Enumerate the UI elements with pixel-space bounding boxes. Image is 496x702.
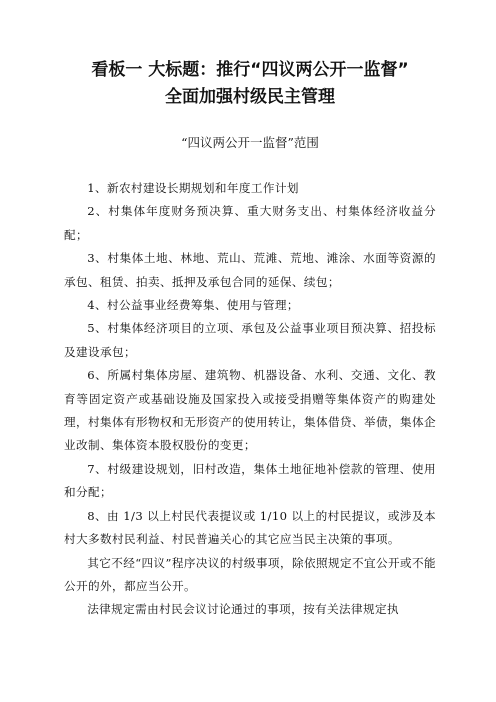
paragraph-other-items: 其它不经“四议”程序决议的村级事项，除依照规定不宜公开或不能公开的外，都应当公开。 [64, 555, 436, 593]
paragraph-item-1: 1、新农村建设长期规划和年度工作计划 [87, 181, 299, 195]
paragraph-item-2: 2、村集体年度财务预决算、重大财务支出、村集体经济收益分配； [64, 204, 436, 242]
body-text [64, 177, 436, 622]
title-line-2: 全面加强村级民主管理 [165, 87, 335, 107]
paragraph-item-4: 4、村公益事业经费筹集、使用与管理； [87, 298, 299, 313]
paragraph-item-5: 5、村集体经济项目的立项、承包及公益事业项目预决算、招投标及建设承包； [64, 321, 436, 359]
paragraph-item-8: 8、由 1/3 以上村民代表提议或 1/10 以上的村民提议，或涉及本村大多数村民利益、村民普遍关心的其它应当民主决策的事项。 [64, 508, 436, 547]
section-heading: “四议两公开一监督”范围 [181, 135, 319, 150]
paragraph-legal-items: 法律规定需由村民会议讨论通过的事项，按有关法律规定执 [87, 602, 400, 617]
paragraph-item-3: 3、村集体土地、林地、荒山、荒滩、荒地、滩涂、水面等资源的承包、租赁、拍卖、抵押及承包合同的延保、续包； [64, 251, 436, 289]
paragraph-item-6: 6、所属村集体房屋、建筑物、机器设备、水利、交通、文化、教育等固定资产或基础设施及国家投入或接受捐赠等集体资产的购建处理，村集体有形物权和无形资产的使用转让，集体借贷、举债，集体企业改制、集体资本股权股份的变更； [64, 368, 436, 453]
paragraph-item-7: 7、村级建设规划，旧村改造，集体土地征地补偿款的管理、使用和分配； [64, 461, 436, 500]
title-line-1: 看板一 大标题：推行“四议两公开一监督” [91, 60, 409, 80]
